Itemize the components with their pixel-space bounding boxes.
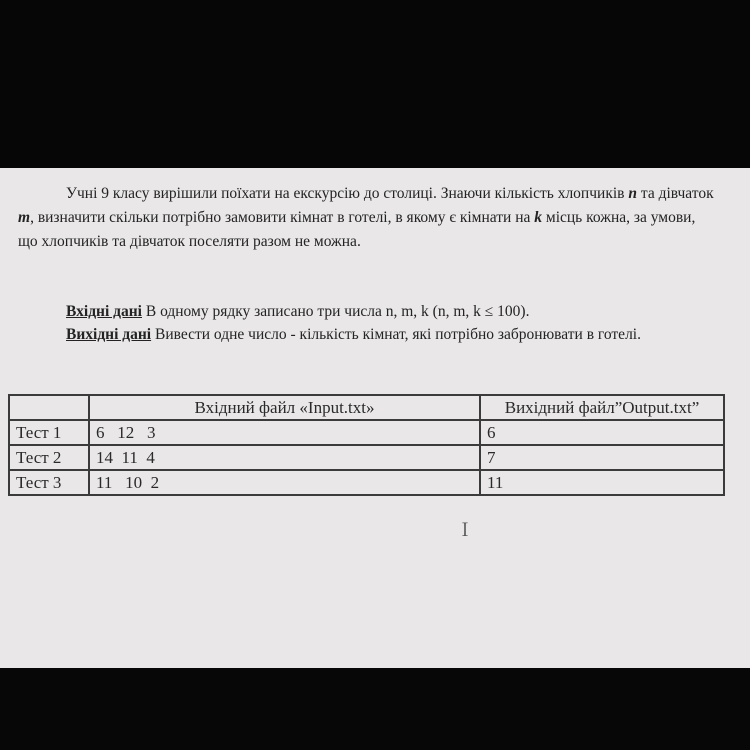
test-name-cell: Тест 2 <box>9 445 89 470</box>
problem-text-4: місць кожна, за умови, що хлопчиків та дівчаток поселяти разом не можна. <box>18 209 696 250</box>
input-spec-label: Вхідні дані <box>66 303 142 320</box>
test-name-cell: Тест 3 <box>9 470 89 495</box>
document-page <box>0 168 750 668</box>
problem-statement <box>18 182 718 254</box>
test-name-cell: Тест 1 <box>9 420 89 445</box>
header-input-file: Вхідний файл «Input.txt» <box>89 395 480 420</box>
io-specification <box>66 300 706 346</box>
test-input-cell: 11 10 2 <box>89 470 480 495</box>
header-empty-cell <box>9 395 89 420</box>
table-row <box>9 445 724 470</box>
table-row <box>9 420 724 445</box>
monitor-bezel-top <box>0 0 750 168</box>
variable-m: m <box>18 209 31 226</box>
problem-text-1: Учні 9 класу вирішили поїхати на екскурсію до столиці. Знаючи кількість хлопчиків <box>66 185 629 202</box>
problem-text-2: та дівчаток <box>636 185 714 202</box>
variable-k: k <box>534 209 543 226</box>
test-output-cell: 6 <box>480 420 724 445</box>
table-row <box>9 470 724 495</box>
test-output-cell: 7 <box>480 445 724 470</box>
test-input-cell: 14 11 4 <box>89 445 480 470</box>
text-cursor-icon: Ｉ <box>456 520 474 541</box>
output-spec <box>66 323 706 346</box>
monitor-bezel-bottom <box>0 668 750 750</box>
problem-text-3: , визначити скільки потрібно замовити кімнат в готелі, в якому є кімнати на <box>30 209 535 226</box>
variable-n: n <box>628 185 637 202</box>
output-spec-text: Вивести одне число - кількість кімнат, які потрібно забронювати в готелі. <box>151 326 641 343</box>
output-spec-label: Вихідні дані <box>66 326 152 343</box>
input-spec <box>66 300 706 323</box>
test-input-cell: 6 12 3 <box>89 420 480 445</box>
test-cases-table <box>8 394 725 496</box>
header-output-file: Вихідний файл”Output.txt” <box>480 395 724 420</box>
test-output-cell: 11 <box>480 470 724 495</box>
table-header-row <box>9 395 724 420</box>
input-spec-text: В одному рядку записано три числа n, m, k (n, m, k ≤ 100). <box>141 303 530 320</box>
